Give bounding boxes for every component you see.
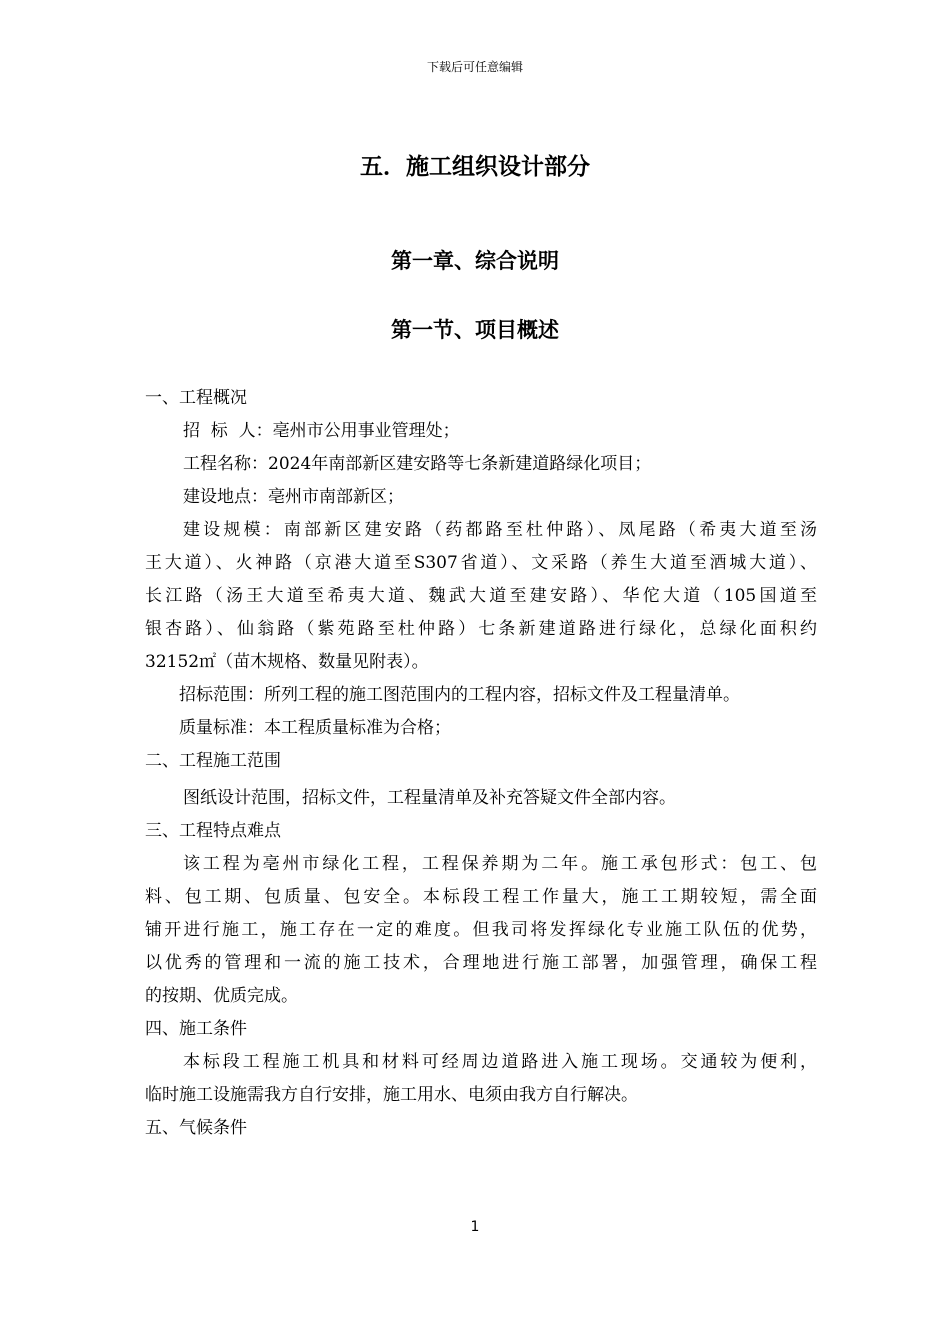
document-title: 五．施工组织设计部分 <box>360 154 590 180</box>
features-line-2: 料、包工期、包质量、包安全。本标段工程工作量大，施工工期较短，需全面 <box>145 887 817 907</box>
heading-overview: 一、工程概况 <box>145 388 247 408</box>
scale-line-4: 银杏路）、仙翁路（紫苑路至杜仲路）七条新建道路进行绿化，总绿化面积约 <box>145 619 817 639</box>
features-line-1: 该工程为亳州市绿化工程，工程保养期为二年。施工承包形式：包工、包 <box>183 854 817 874</box>
features-line-3: 铺开进行施工，施工存在一定的难度。但我司将发挥绿化专业施工队伍的优势， <box>145 920 817 940</box>
features-line-4: 以优秀的管理和一流的施工技术，合理地进行施工部署，加强管理，确保工程 <box>145 953 817 973</box>
scale-line-1: 建设规模：南部新区建安路（药都路至杜仲路）、凤尾路（希夷大道至汤 <box>183 520 817 540</box>
heading-conditions: 四、施工条件 <box>145 1019 247 1039</box>
chapter-heading: 第一章、综合说明 <box>391 249 559 273</box>
section-heading: 第一节、项目概述 <box>391 318 559 342</box>
scale-line-3: 长江路（汤王大道至希夷大道、魏武大道至建安路）、华佗大道（105国道至 <box>145 586 817 606</box>
conditions-line-1: 本标段工程施工机具和材料可经周边道路进入施工现场。交通较为便利， <box>183 1052 817 1072</box>
features-line-5: 的按期、优质完成。 <box>145 986 298 1006</box>
project-name-line: 工程名称：2024年南部新区建安路等七条新建道路绿化项目； <box>183 454 652 474</box>
heading-scope: 二、工程施工范围 <box>145 751 281 771</box>
tender-scope-line: 招标范围：所列工程的施工图范围内的工程内容，招标文件及工程量清单。 <box>179 685 740 705</box>
location-line: 建设地点：亳州市南部新区； <box>183 487 404 507</box>
scope-text: 图纸设计范围，招标文件，工程量清单及补充答疑文件全部内容。 <box>183 788 676 808</box>
quality-line: 质量标准：本工程质量标准为合格； <box>179 718 451 738</box>
scale-line-5: 32152㎡（苗木规格、数量见附表）。 <box>145 652 429 672</box>
heading-features: 三、工程特点难点 <box>145 821 281 841</box>
scale-line-2: 王大道）、火神路（京港大道至S307省道）、文采路（养生大道至酒城大道）、 <box>145 553 817 573</box>
conditions-line-2: 临时施工设施需我方自行安排，施工用水、电须由我方自行解决。 <box>145 1085 638 1105</box>
document-body <box>145 382 817 1145</box>
tenderer-line: 招 标 人：亳州市公用事业管理处； <box>183 421 460 441</box>
heading-climate: 五、气候条件 <box>145 1118 247 1138</box>
page-header: 下载后可任意编辑 <box>426 60 523 74</box>
page-number: 1 <box>470 1219 480 1235</box>
